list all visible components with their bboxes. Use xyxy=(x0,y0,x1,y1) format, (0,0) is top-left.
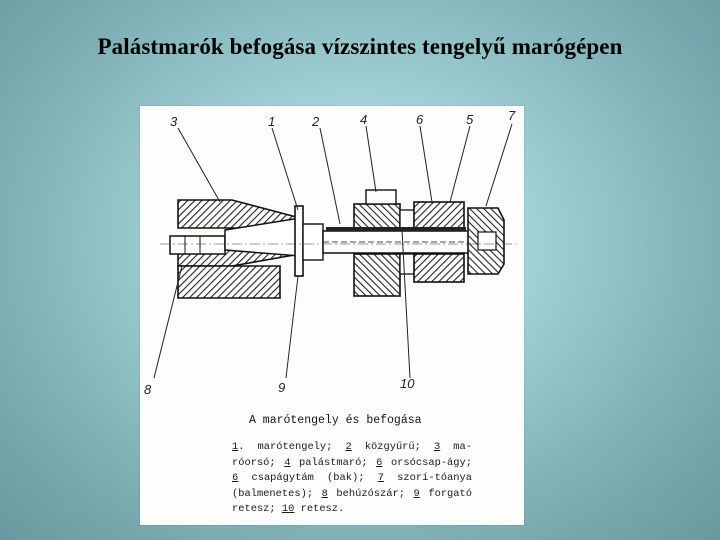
legend-text: . marótengely; xyxy=(238,441,346,453)
figure-caption-title: A marótengely és befogása xyxy=(249,414,422,427)
key xyxy=(326,227,466,231)
part-label-8: 8 xyxy=(144,382,152,397)
part-label-4: 4 xyxy=(360,112,368,127)
legend-text: orsócsap-ágy; xyxy=(382,456,472,469)
legend-number: 7 xyxy=(377,472,384,485)
legend-text: ma-róorsó; xyxy=(232,441,472,469)
legend-number: 9 xyxy=(413,487,420,500)
figure-legend xyxy=(232,440,472,518)
legend-text: behúzószár; xyxy=(327,487,414,500)
legend-number: 4 xyxy=(284,456,291,469)
part-label-1: 1 xyxy=(268,114,276,129)
part-label-5: 5 xyxy=(466,112,474,127)
legend-number: 3 xyxy=(433,441,441,453)
draw-bar xyxy=(170,236,225,254)
part-label-3: 3 xyxy=(170,114,178,129)
legend-number: 8 xyxy=(321,487,328,500)
bearing-upper xyxy=(414,202,464,230)
spindle-base xyxy=(178,266,280,298)
cutter-upper xyxy=(354,204,400,230)
slide-title: Palástmarók befogása vízszintes tengelyű marógépen xyxy=(97,34,623,59)
legend-text: szorí-tóanya (balmenetes); xyxy=(232,472,472,500)
legend-text: csapágytám (bak); xyxy=(238,472,378,485)
technical-drawing-figure xyxy=(140,106,524,525)
part-label-7: 7 xyxy=(508,108,516,123)
legend-number: 2 xyxy=(345,441,352,453)
part-label-6: 6 xyxy=(416,112,424,127)
legend-number: 10 xyxy=(281,503,295,516)
cutter-lower xyxy=(354,254,400,296)
legend-text: közgyűrű; xyxy=(351,441,434,453)
milling-arbor-drawing xyxy=(140,106,524,406)
legend-number: 6 xyxy=(232,472,239,485)
arbor-flange xyxy=(295,206,303,276)
legend-text: forgató retesz; xyxy=(232,487,472,516)
part-label-10: 10 xyxy=(400,376,415,391)
legend-text: palástmaró; xyxy=(290,456,377,469)
part-label-9: 9 xyxy=(278,380,286,395)
bearing-lower xyxy=(414,254,464,282)
part-label-2: 2 xyxy=(312,114,320,129)
legend-number: 6 xyxy=(376,456,383,469)
legend-text: retesz. xyxy=(294,503,345,516)
legend-number: 1 xyxy=(232,441,239,453)
